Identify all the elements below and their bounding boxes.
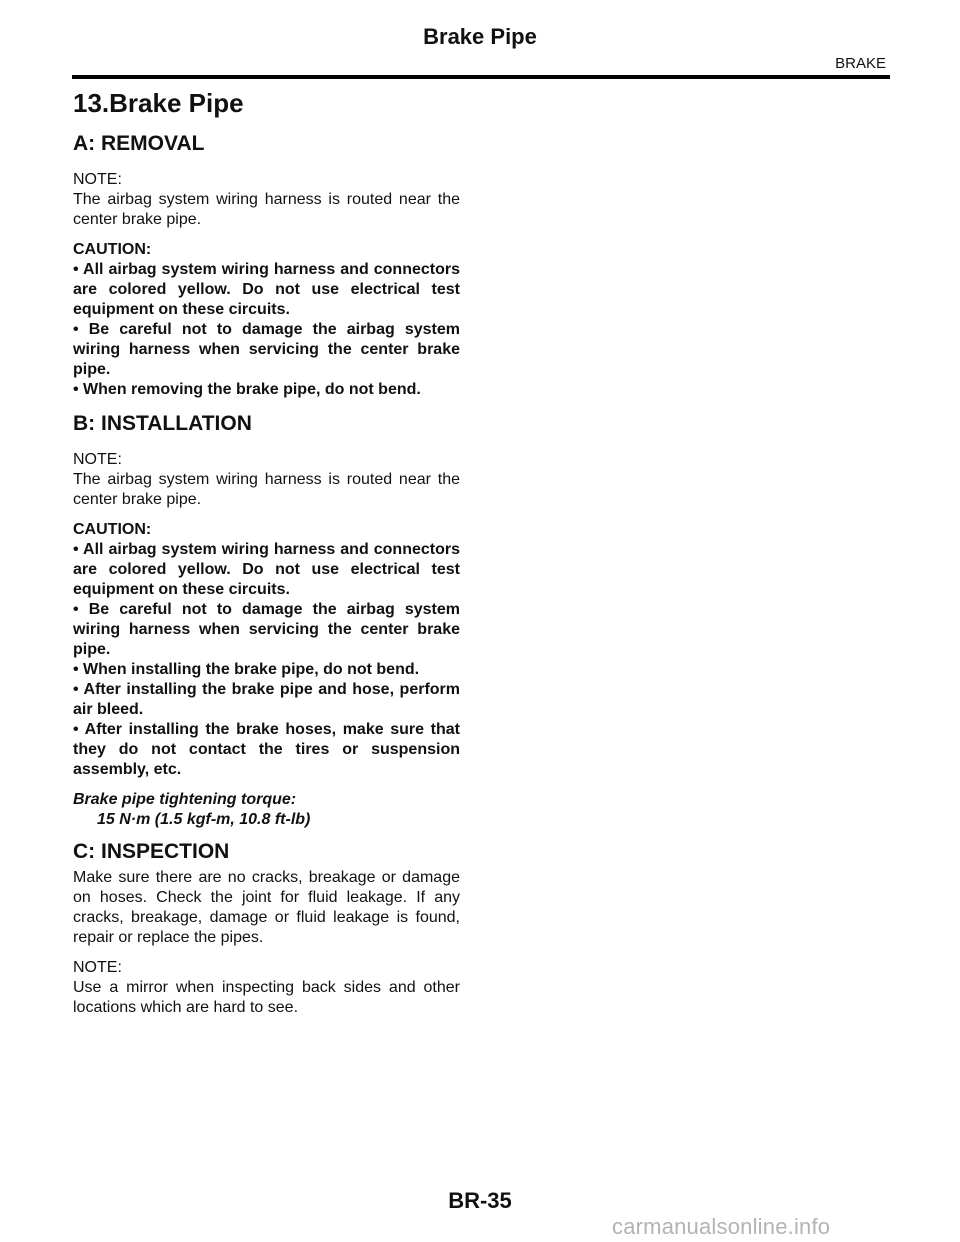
removal-caution-label: CAUTION: (73, 241, 152, 258)
inspection-section (73, 838, 460, 1018)
installation-caution-item: • Be careful not to damage the airbag system wiring harness when servicing the center brake pipe. (73, 601, 460, 658)
page-number: BR-35 (448, 1188, 512, 1213)
installation-note-label: NOTE: (73, 451, 122, 468)
removal-note-label: NOTE: (73, 171, 122, 188)
removal-caution (73, 240, 460, 400)
removal-caution-item: • All airbag system wiring harness and connectors are colored yellow. Do not use electrical test equipment on these circuits. (73, 261, 460, 318)
installation-caution (73, 520, 460, 780)
installation-caution-item: • After installing the brake pipe and hose, perform air bleed. (73, 681, 460, 718)
removal-caution-item: • Be careful not to damage the airbag system wiring harness when servicing the center brake pipe. (73, 321, 460, 378)
chapter-title: 13.Brake Pipe (73, 88, 244, 118)
removal-heading: A: REMOVAL (73, 132, 205, 155)
installation-caution-item: • After installing the brake hoses, make sure that they do not contact the tires or suspension assembly, etc. (73, 721, 460, 778)
running-header-title: Brake Pipe (423, 24, 537, 49)
installation-note-text: The airbag system wiring harness is routed near the center brake pipe. (73, 471, 460, 508)
torque-spec-label: Brake pipe tightening torque: (73, 791, 297, 808)
watermark: carmanualsonline.info (612, 1214, 831, 1239)
inspection-note (73, 958, 460, 1018)
installation-section (73, 410, 460, 830)
inspection-note-label: NOTE: (73, 959, 122, 976)
removal-section (73, 130, 460, 400)
installation-caution-item: • When installing the brake pipe, do not bend. (73, 661, 420, 678)
torque-spec-value: 15 N·m (1.5 kgf-m, 10.8 ft-lb) (97, 811, 311, 828)
main-column (73, 86, 460, 1028)
removal-caution-item: • When removing the brake pipe, do not bend. (73, 381, 421, 398)
torque-spec (73, 790, 460, 830)
inspection-heading: C: INSPECTION (73, 840, 230, 863)
installation-note (73, 450, 460, 510)
removal-note-text: The airbag system wiring harness is routed near the center brake pipe. (73, 191, 460, 228)
removal-note (73, 170, 460, 230)
header-divider (72, 75, 890, 79)
installation-caution-label: CAUTION: (73, 521, 152, 538)
installation-caution-item: • All airbag system wiring harness and connectors are colored yellow. Do not use electrical test equipment on these circuits. (73, 541, 460, 598)
inspection-body: Make sure there are no cracks, breakage or damage on hoses. Check the joint for fluid leakage. If any cracks, breakage, damage or fluid leakage is found, repair or replace the pipes. (73, 869, 460, 946)
running-header-section: BRAKE (835, 55, 886, 72)
installation-heading: B: INSTALLATION (73, 412, 252, 435)
inspection-note-text: Use a mirror when inspecting back sides and other locations which are hard to see. (73, 979, 460, 1016)
